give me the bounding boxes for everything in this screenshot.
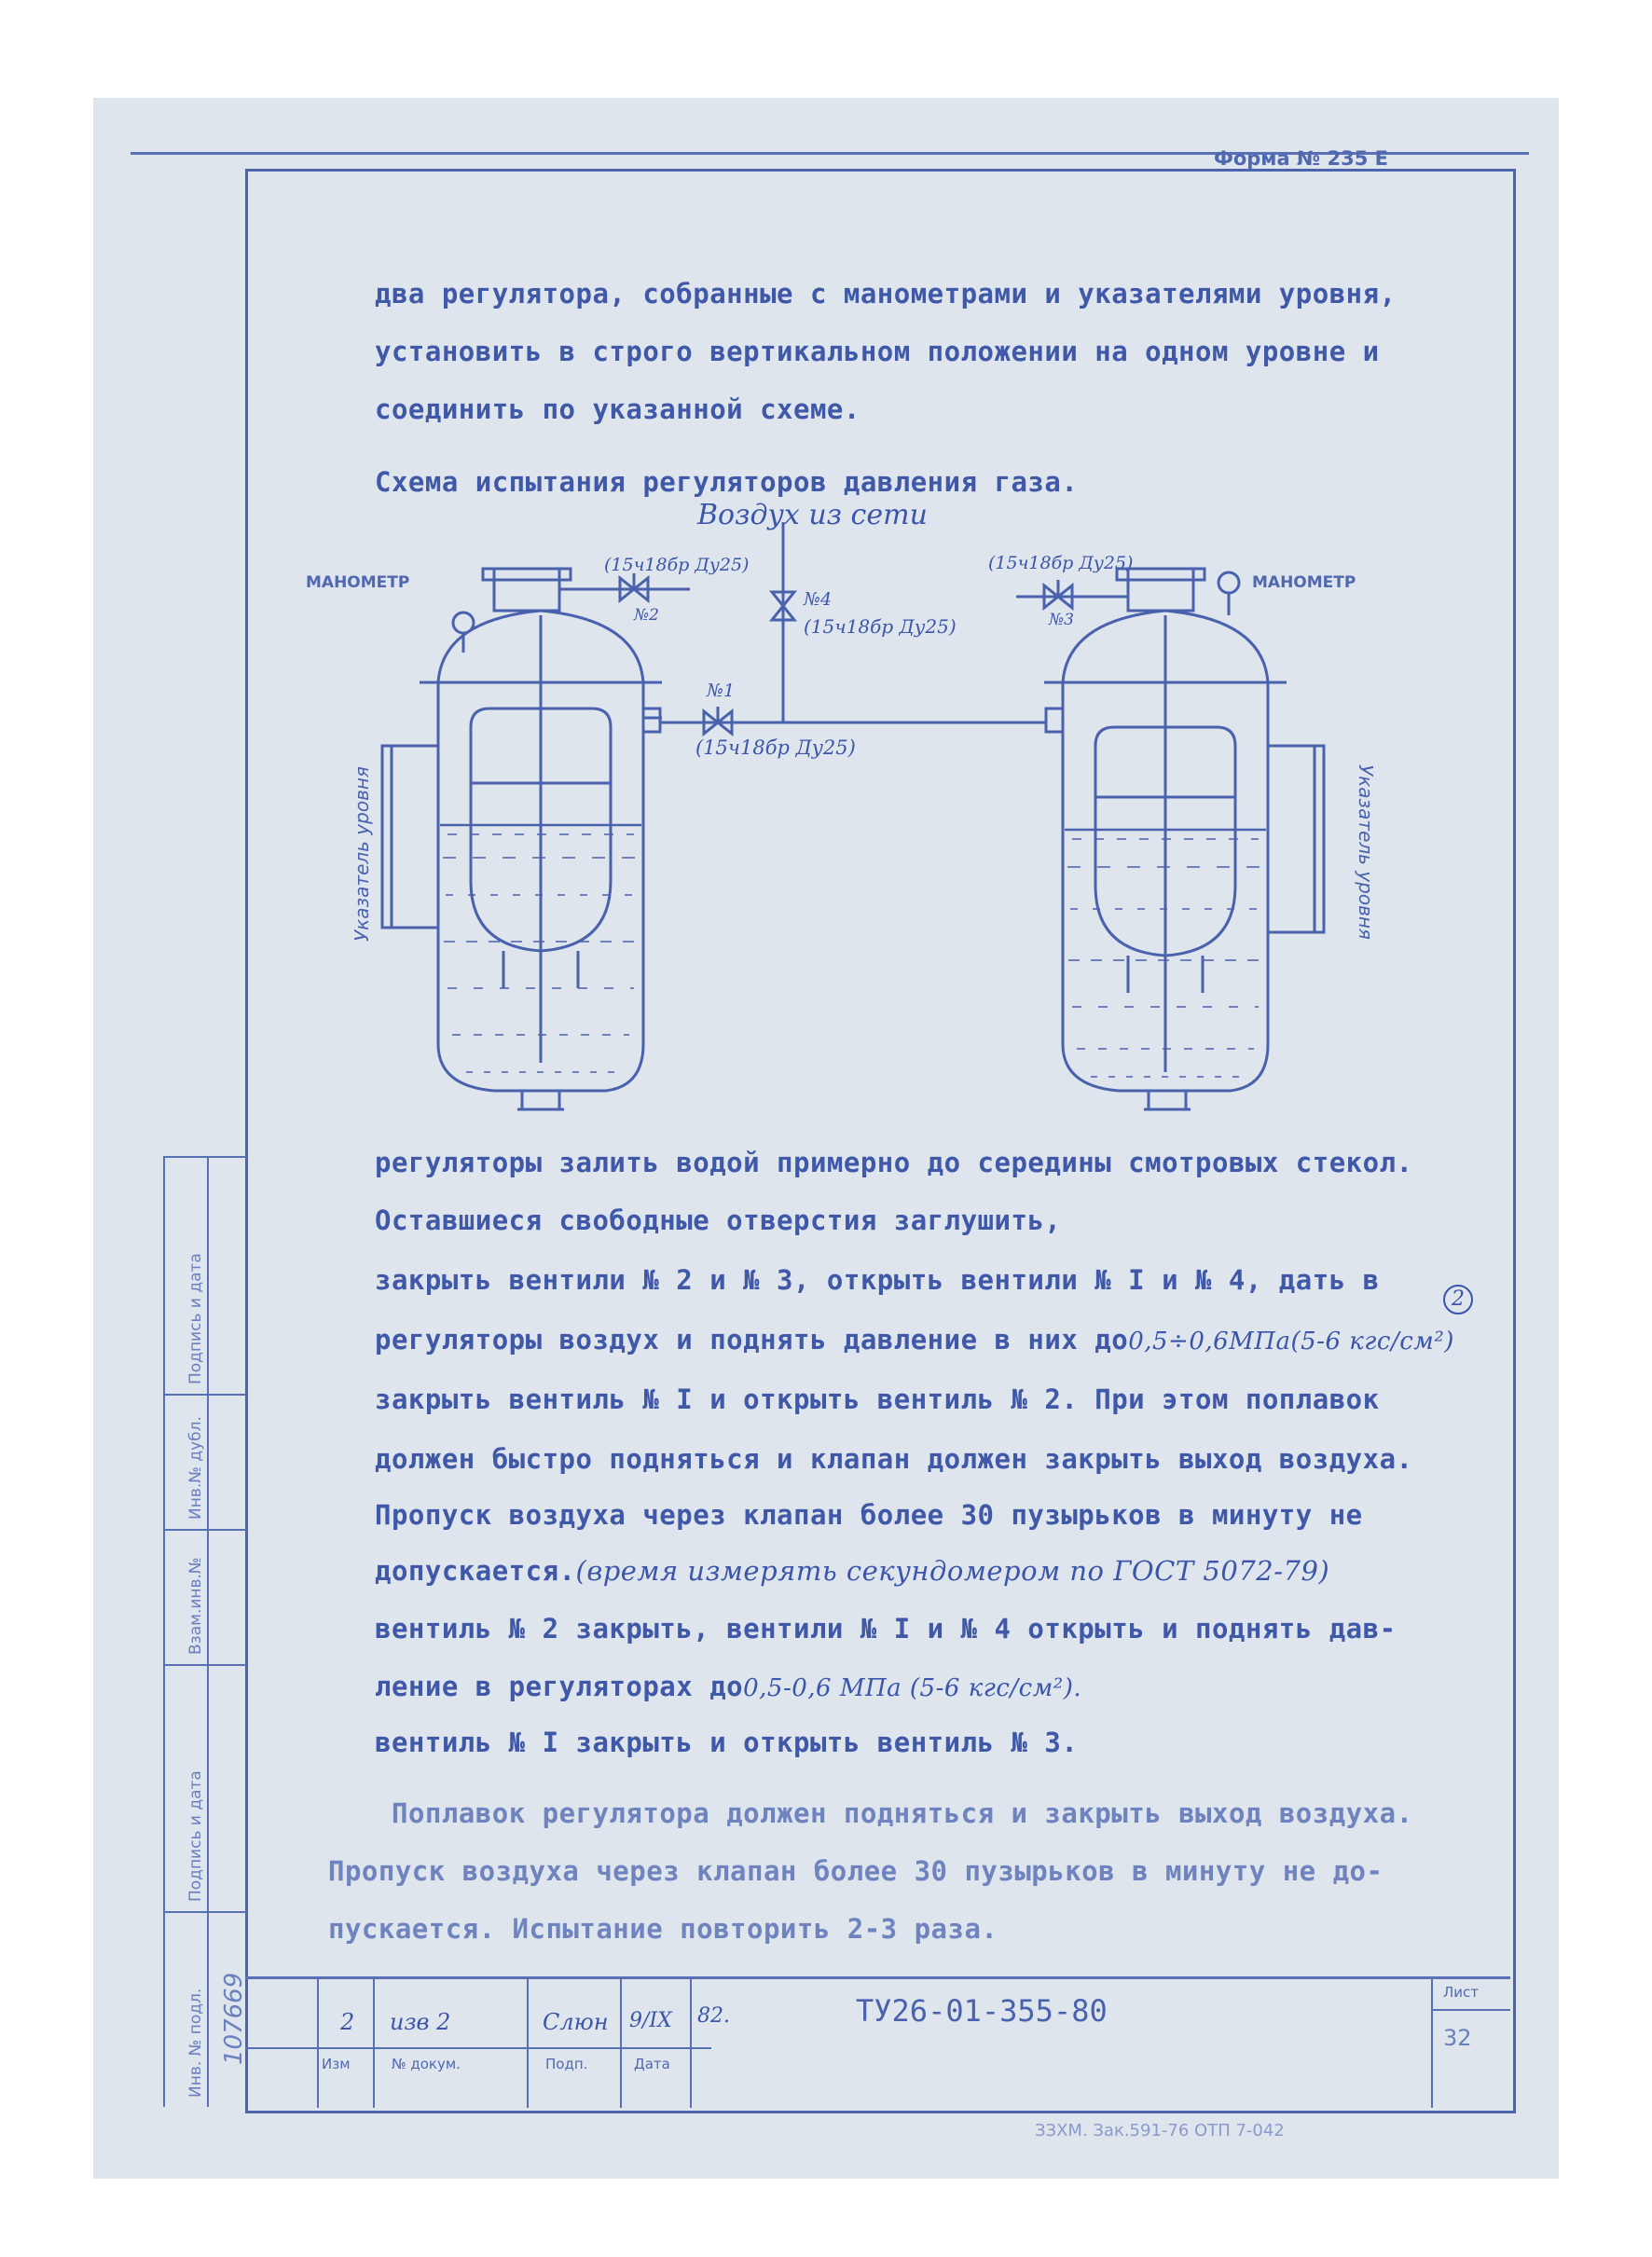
- intro-line-2: установить в строго вертикальном положении на одном уровне и: [375, 336, 1380, 367]
- margin-rule-1: [163, 1394, 247, 1396]
- instr-line-5: закрыть вентиль № I и открыть вентиль № 2. При этом поплавок: [375, 1383, 1380, 1415]
- margin-col-inner: [207, 1156, 209, 2107]
- instr-line-8: [375, 1555, 1329, 1587]
- valve-2-spec: (15ч18бр Ду25): [604, 555, 750, 575]
- instr-line-8-typed: допускается.: [375, 1555, 576, 1587]
- valve-3-spec: (15ч18бр Ду25): [988, 553, 1134, 573]
- instr-line-4: [375, 1324, 1454, 1356]
- left-level-indicator-label: Указатель уровня: [351, 766, 373, 942]
- instr-line-6: должен быстро подняться и клапан должен закрыть выход воздуха.: [375, 1443, 1413, 1475]
- margin-vzam-inv: Взам.инв.№: [186, 1557, 205, 1655]
- footer-print: ЗЗХМ. Зак.591-76 ОТП 7-042: [1035, 2121, 1285, 2140]
- sheet-number: 32: [1443, 2025, 1472, 2051]
- margin-rule-2: [163, 1529, 247, 1531]
- sheet-label: Лист: [1443, 1984, 1480, 2001]
- margin-sign-date-1: Подпись и дата: [186, 1253, 205, 1384]
- right-level-indicator-label: Указатель уровня: [1355, 764, 1377, 940]
- instr-line-1: регуляторы залить водой примерно до середины смотровых стекол.: [375, 1147, 1413, 1178]
- instr-line-10-typed: ление в регуляторах до: [375, 1671, 744, 1702]
- intro-line-3: соединить по указанной схеме.: [375, 393, 860, 425]
- instr-line-10-hand: 0,5-0,6 МПа (5-6 кгс/см²).: [743, 1674, 1082, 1702]
- left-level-gauge: [382, 746, 438, 928]
- left-manometer-label: МАНОМЕТР: [306, 573, 410, 592]
- instr-line-2: Оставшиеся свободные отверстия заглушить,: [375, 1204, 1062, 1236]
- para2-line-3: пускается. Испытание повторить 2-3 раза.: [328, 1913, 998, 1945]
- document-code: ТУ26-01-355-80: [856, 1993, 1108, 2029]
- right-level-gauge: [1268, 746, 1324, 932]
- valve-2-label: №2: [634, 606, 659, 625]
- margin-sign-date-2: Подпись и дата: [186, 1770, 205, 1902]
- margin-rule-3: [163, 1664, 247, 1666]
- left-top-flange: [494, 569, 559, 611]
- tb-sheet-rule: [1431, 2009, 1510, 2011]
- tb-col-sheet: [1431, 1978, 1433, 2108]
- form-number: Форма № 235 Е: [1214, 147, 1389, 170]
- change-mark-stamp: 2: [1443, 1285, 1473, 1314]
- instr-line-10: [375, 1671, 1081, 1702]
- para2-line-1: Поплавок регулятора должен подняться и закрыть выход воздуха.: [392, 1797, 1413, 1829]
- instr-line-7: Пропуск воздуха через клапан более 30 пузырьков в минуту не: [375, 1499, 1363, 1531]
- tb-date: 9/IX: [629, 2009, 672, 2032]
- valve-1-label: №1: [707, 681, 736, 701]
- tb-col-sign: Подп.: [545, 2056, 588, 2072]
- air-supply-label: Воздух из сети: [697, 499, 928, 531]
- tb-col-4: [620, 1978, 622, 2108]
- tb-col-date: Дата: [634, 2056, 670, 2072]
- margin-inv-dubl: Инв.№ дубл.: [186, 1416, 205, 1520]
- margin-inv-number: 107669: [220, 1972, 248, 2065]
- intro-line-1: два регулятора, собранные с манометрами и указателями уровня,: [375, 278, 1397, 310]
- tb-doc-no: изв 2: [390, 2009, 451, 2035]
- instr-line-8-hand: (время измерять секундомером по ГОСТ 5072-79): [575, 1555, 1330, 1587]
- left-manometer-icon: [453, 612, 474, 633]
- margin-col-outer: [163, 1156, 165, 2107]
- valve-4-label: №4: [804, 589, 833, 610]
- right-top-flange: [1128, 569, 1193, 611]
- margin-rule-4: [163, 1911, 247, 1913]
- tb-col-doc: № докум.: [392, 2056, 461, 2072]
- margin-table-top: [163, 1156, 247, 1158]
- tb-col-2: [373, 1978, 375, 2108]
- tb-signature: Слюн: [543, 2009, 609, 2035]
- instr-line-3: закрыть вентили № 2 и № 3, открыть вентили № I и № 4, дать в: [375, 1264, 1380, 1296]
- tb-col-izm: Изм: [322, 2056, 351, 2072]
- instr-line-9: вентиль № 2 закрыть, вентили № I и № 4 открыть и поднять дав-: [375, 1613, 1397, 1645]
- tb-col-1: [317, 1978, 319, 2108]
- right-manometer-icon: [1218, 572, 1239, 593]
- tb-col-3: [527, 1978, 529, 2108]
- tb-col-5: [690, 1978, 692, 2108]
- right-manometer-label: МАНОМЕТР: [1252, 573, 1356, 592]
- para2-line-2: Пропуск воздуха через клапан более 30 пузырьков в минуту не до-: [328, 1855, 1384, 1887]
- instr-line-11: вентиль № I закрыть и открыть вентиль № 3.: [375, 1727, 1079, 1758]
- title-block-top-rule: [245, 1976, 1510, 1979]
- scheme-title: Схема испытания регуляторов давления газа.: [375, 466, 1079, 498]
- valve-1-spec: (15ч18бр Ду25): [695, 736, 856, 759]
- title-block-mid-rule: [245, 2047, 711, 2049]
- valve-3-label: №3: [1049, 611, 1074, 629]
- margin-inv-podl: Инв. № подл.: [186, 1988, 205, 2098]
- tb-change-no: 2: [340, 2009, 355, 2035]
- instr-line-4-hand: 0,5÷0,6МПа(5-6 кгс/см²): [1128, 1328, 1454, 1356]
- instr-line-4-typed: регуляторы воздух и поднять давление в них до: [375, 1324, 1129, 1356]
- valve-4-spec: (15ч18бр Ду25): [804, 615, 957, 638]
- tb-year: 82.: [697, 2004, 730, 2028]
